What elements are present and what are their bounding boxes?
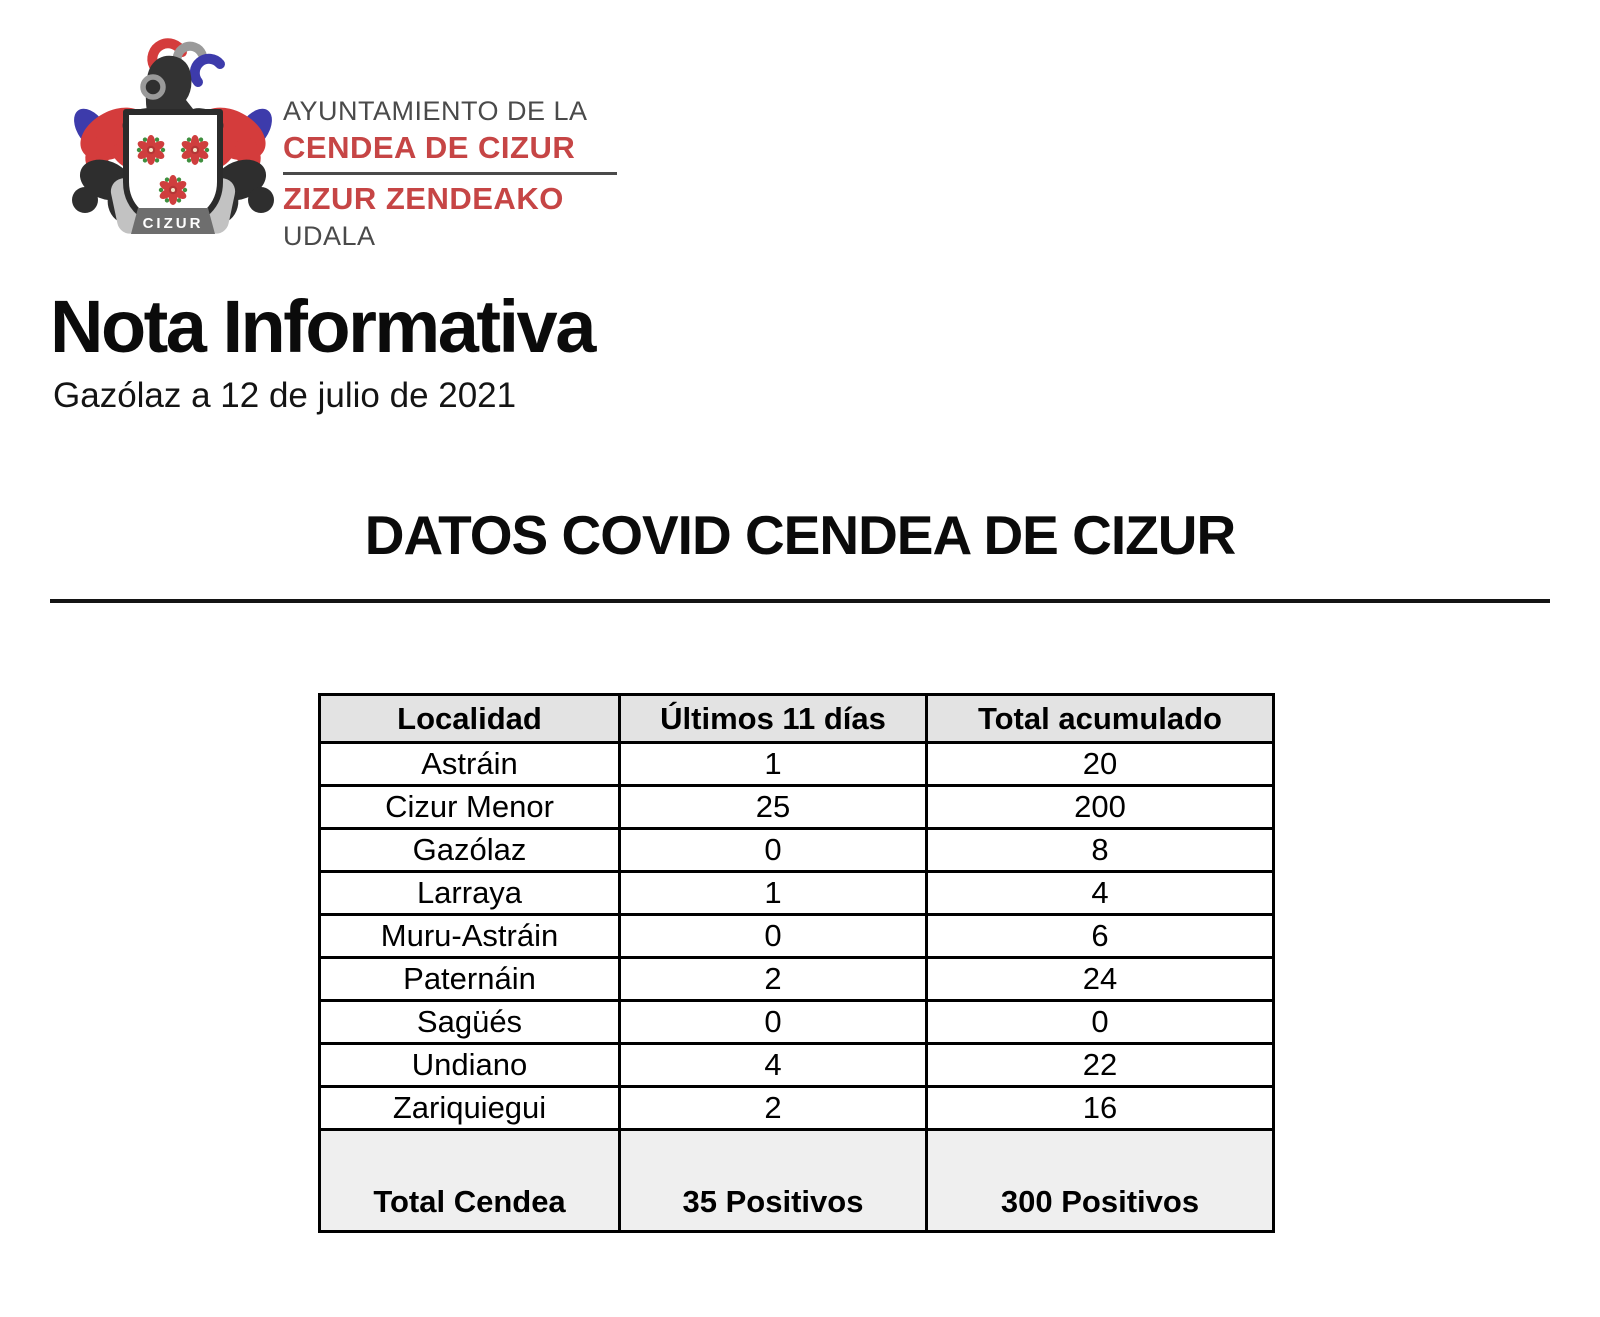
cell-cumulative: 6 [927, 915, 1274, 958]
table-row [320, 872, 1274, 915]
cell-cumulative: 8 [927, 829, 1274, 872]
column-header-total: Total acumulado [927, 695, 1274, 743]
logo-line-ayuntamiento: AYUNTAMIENTO DE LA [283, 96, 588, 126]
cell-cumulative: 4 [927, 872, 1274, 915]
cell-last11: 2 [620, 958, 927, 1001]
section-heading: DATOS COVID CENDEA DE CIZUR [364, 504, 1236, 566]
cell-locality: Cizur Menor [320, 786, 620, 829]
logo-wordmark [283, 97, 643, 253]
heading-rule [50, 599, 1550, 603]
cell-last11: 0 [620, 1001, 927, 1044]
cell-last11: 2 [620, 1087, 927, 1130]
cell-locality: Astráin [320, 743, 620, 786]
table-header-row [320, 695, 1274, 743]
covid-data-table [318, 693, 1275, 1233]
cell-last11: 0 [620, 829, 927, 872]
municipal-crest-icon [62, 30, 284, 250]
cell-cumulative: 16 [927, 1087, 1274, 1130]
table-row [320, 1087, 1274, 1130]
page-title: Nota Informativa [50, 285, 594, 368]
logo-line-cendea: CENDEA DE CIZUR [283, 129, 576, 165]
cell-locality: Zariquiegui [320, 1087, 620, 1130]
table-row [320, 743, 1274, 786]
cell-locality: Sagüés [320, 1001, 620, 1044]
cell-last11: 1 [620, 872, 927, 915]
cell-total-cumulative: 300 Positivos [927, 1130, 1274, 1232]
cell-locality: Muru-Astráin [320, 915, 620, 958]
crest-banner-label: CIZUR [142, 215, 204, 232]
column-header-ultimos: Últimos 11 días [620, 695, 927, 743]
table-row [320, 786, 1274, 829]
cell-locality: Larraya [320, 872, 620, 915]
table-total-row [320, 1130, 1274, 1232]
cell-cumulative: 24 [927, 958, 1274, 1001]
cell-last11: 25 [620, 786, 927, 829]
cell-cumulative: 20 [927, 743, 1274, 786]
column-header-localidad: Localidad [320, 695, 620, 743]
cell-cumulative: 0 [927, 1001, 1274, 1044]
cell-last11: 4 [620, 1044, 927, 1087]
table-row [320, 829, 1274, 872]
logo-line-zizur: ZIZUR ZENDEAKO [283, 181, 564, 217]
table-row [320, 958, 1274, 1001]
table-row [320, 1001, 1274, 1044]
date-line: Gazólaz a 12 de julio de 2021 [53, 376, 517, 415]
cell-cumulative: 22 [927, 1044, 1274, 1087]
cell-total-label: Total Cendea [320, 1130, 620, 1232]
cell-locality: Gazólaz [320, 829, 620, 872]
cell-cumulative: 200 [927, 786, 1274, 829]
logo-line-udala: UDALA [283, 221, 376, 252]
table-row [320, 915, 1274, 958]
logo-divider [283, 172, 617, 175]
cell-locality: Undiano [320, 1044, 620, 1087]
table-row [320, 1044, 1274, 1087]
cell-last11: 0 [620, 915, 927, 958]
cell-locality: Paternáin [320, 958, 620, 1001]
cell-last11: 1 [620, 743, 927, 786]
cell-total-last11: 35 Positivos [620, 1130, 927, 1232]
